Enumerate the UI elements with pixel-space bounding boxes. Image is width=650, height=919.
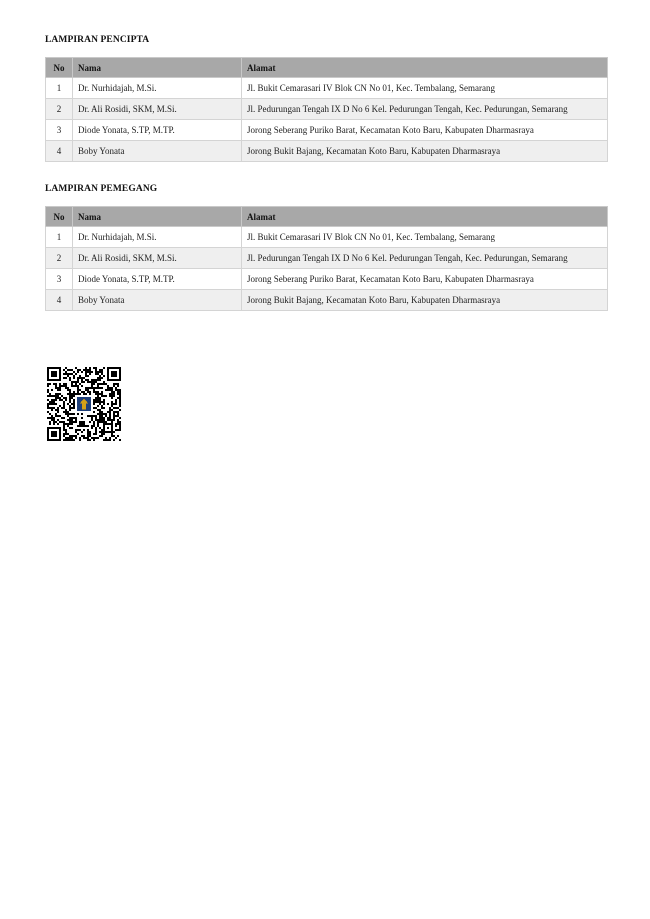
cell-no: 2: [46, 248, 73, 269]
header-no: No: [46, 207, 73, 227]
cell-alamat: Jorong Bukit Bajang, Kecamatan Koto Baru, Kabupaten Dharmasraya: [242, 141, 608, 162]
table-row: [46, 120, 608, 141]
cell-alamat: Jl. Bukit Cemarasari IV Blok CN No 01, Kec. Tembalang, Semarang: [242, 78, 608, 99]
cell-no: 3: [46, 269, 73, 290]
cell-nama: Boby Yonata: [73, 141, 242, 162]
table-pemegang: [45, 206, 608, 311]
cell-no: 3: [46, 120, 73, 141]
cell-nama: Boby Yonata: [73, 290, 242, 311]
table-header-row: [46, 207, 608, 227]
cell-no: 1: [46, 227, 73, 248]
cell-nama: Dr. Nurhidajah, M.Si.: [73, 78, 242, 99]
cell-alamat: Jorong Bukit Bajang, Kecamatan Koto Baru, Kabupaten Dharmasraya: [242, 290, 608, 311]
header-nama: Nama: [73, 58, 242, 78]
table-row: [46, 248, 608, 269]
table-header-row: [46, 58, 608, 78]
table-pencipta: [45, 57, 608, 162]
cell-no: 2: [46, 99, 73, 120]
cell-nama: Diode Yonata, S.TP, M.TP.: [73, 120, 242, 141]
table-row: [46, 290, 608, 311]
table-row: [46, 269, 608, 290]
cell-no: 4: [46, 290, 73, 311]
header-nama: Nama: [73, 207, 242, 227]
cell-nama: Dr. Ali Rosidi, SKM, M.Si.: [73, 99, 242, 120]
table-row: [46, 227, 608, 248]
section-title-pencipta: LAMPIRAN PENCIPTA: [45, 35, 150, 45]
cell-alamat: Jorong Seberang Puriko Barat, Kecamatan Koto Baru, Kabupaten Dharmasraya: [242, 269, 608, 290]
cell-alamat: Jorong Seberang Puriko Barat, Kecamatan Koto Baru, Kabupaten Dharmasraya: [242, 120, 608, 141]
header-alamat: Alamat: [242, 58, 608, 78]
cell-no: 4: [46, 141, 73, 162]
header-alamat: Alamat: [242, 207, 608, 227]
section-title-pemegang: LAMPIRAN PEMEGANG: [45, 184, 158, 194]
header-no: No: [46, 58, 73, 78]
cell-alamat: Jl. Pedurungan Tengah IX D No 6 Kel. Pedurungan Tengah, Kec. Pedurungan, Semarang: [242, 248, 608, 269]
cell-nama: Dr. Ali Rosidi, SKM, M.Si.: [73, 248, 242, 269]
qr-code-icon: [47, 367, 121, 441]
table-row: [46, 99, 608, 120]
table-row: [46, 141, 608, 162]
cell-nama: Dr. Nurhidajah, M.Si.: [73, 227, 242, 248]
cell-alamat: Jl. Bukit Cemarasari IV Blok CN No 01, Kec. Tembalang, Semarang: [242, 227, 608, 248]
cell-no: 1: [46, 78, 73, 99]
table-row: [46, 78, 608, 99]
cell-alamat: Jl. Pedurungan Tengah IX D No 6 Kel. Pedurungan Tengah, Kec. Pedurungan, Semarang: [242, 99, 608, 120]
cell-nama: Diode Yonata, S.TP, M.TP.: [73, 269, 242, 290]
